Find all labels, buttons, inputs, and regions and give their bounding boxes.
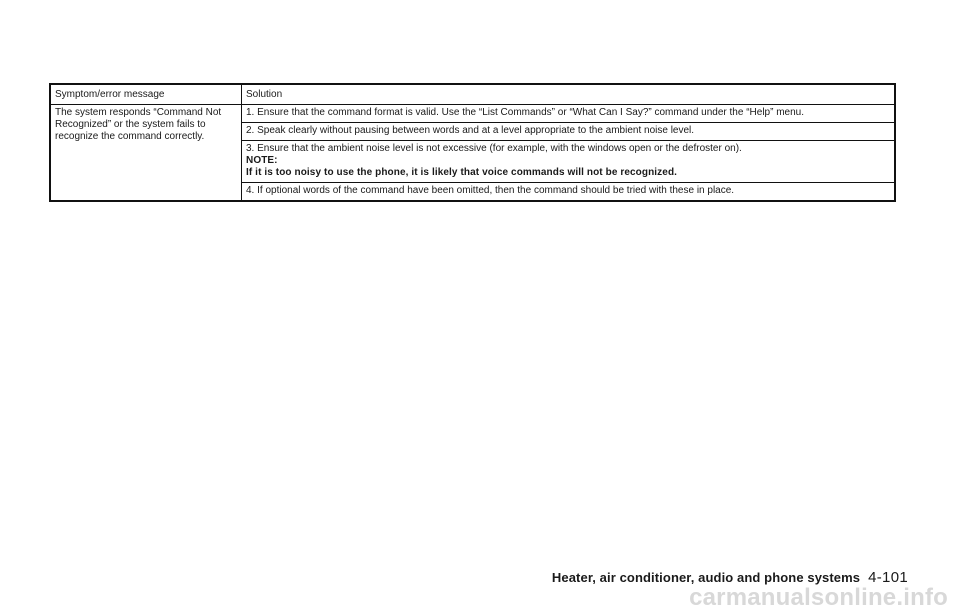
- solution-step-3: 3. Ensure that the ambient noise level is not excessive (for example, with the windows open or the defroster on).: [246, 143, 742, 154]
- symptom-cell: The system responds “Command Not Recognized” or the system fails to recognize the command correctly.: [50, 105, 242, 202]
- solution-step-2: 2. Speak clearly without pausing between words and at a level appropriate to the ambient noise level.: [242, 123, 896, 141]
- table-header-row: [50, 84, 895, 105]
- note-label: NOTE:: [246, 155, 278, 166]
- solution-step-3-cell: [242, 141, 896, 183]
- solution-step-4: 4. If optional words of the command have been omitted, then the command should be tried with these in place.: [242, 183, 896, 202]
- note-text: If it is too noisy to use the phone, it is likely that voice commands will not be recognized.: [246, 167, 678, 178]
- solution-step-1: 1. Ensure that the command format is valid. Use the “List Commands” or “What Can I Say?” command under the “Help” menu.: [242, 105, 896, 123]
- header-solution: Solution: [242, 84, 896, 105]
- watermark: carmanualsonline.info: [689, 584, 948, 611]
- header-symptom: Symptom/error message: [50, 84, 242, 105]
- troubleshooting-table: [49, 83, 896, 202]
- table-row: [50, 105, 895, 123]
- footer-section-title: Heater, air conditioner, audio and phone systems: [551, 570, 861, 585]
- page-number: 4-101: [868, 569, 908, 586]
